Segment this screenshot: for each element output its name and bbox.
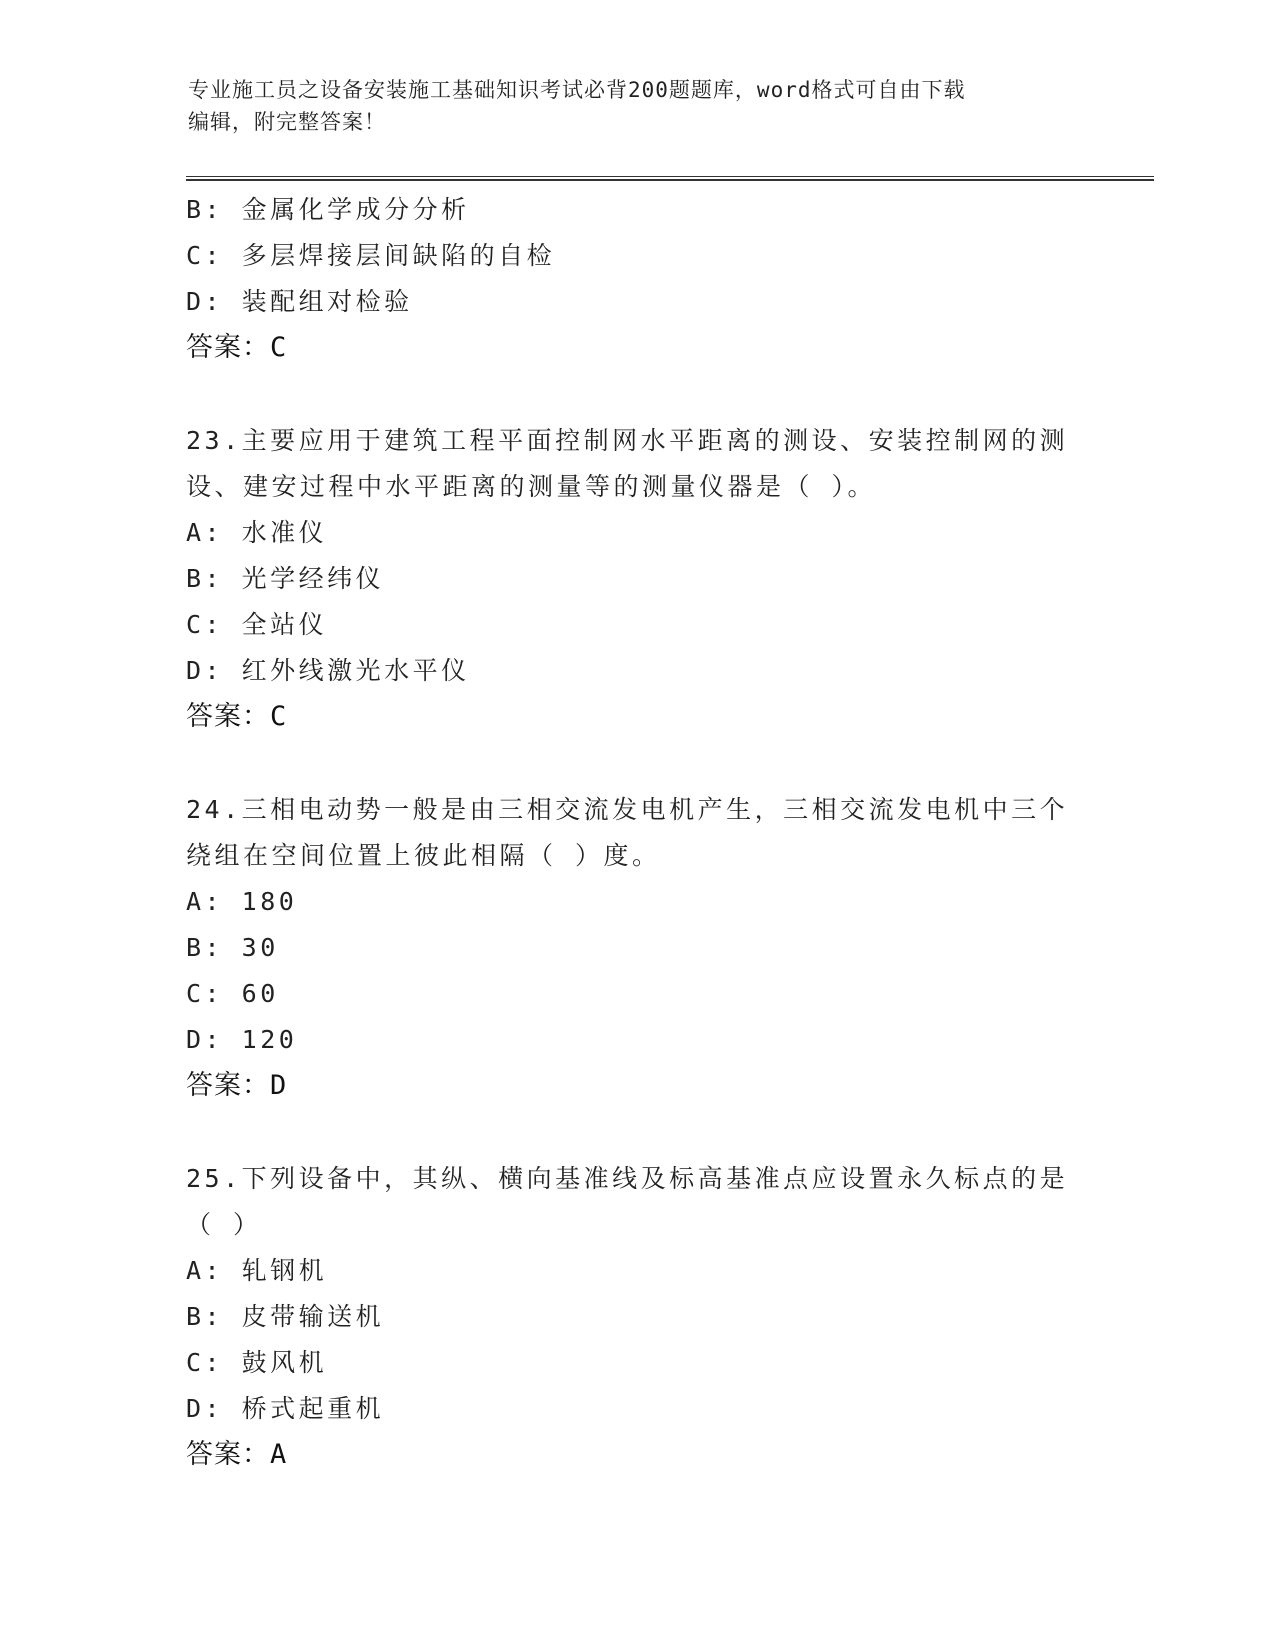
option-c: C: 多层焊接层间缺陷的自检	[186, 241, 556, 270]
answer-label: 答案：A	[186, 1439, 288, 1470]
option-d: D: 装配组对检验	[186, 287, 413, 316]
page-header	[188, 74, 1088, 138]
option-b: B: 30	[186, 933, 279, 962]
question-list	[186, 187, 1086, 1478]
option-d: D: 120	[186, 1025, 298, 1054]
spacer	[186, 1109, 1086, 1156]
question-text: 25.下列设备中，其纵、横向基准线及标高基准点应设置永久标点的是	[186, 1164, 1069, 1193]
question-text: 设、建安过程中水平距离的测量等的测量仪器是（ ）。	[186, 472, 877, 501]
question-text: 绕组在空间位置上彼此相隔（ ）度。	[186, 841, 661, 870]
header-title-line1: 专业施工员之设备安装施工基础知识考试必背200题题库，word格式可自由下载	[188, 78, 966, 102]
header-title-line2: 编辑，附完整答案！	[188, 110, 386, 134]
answer-label: 答案：C	[186, 701, 288, 732]
answer-label: 答案：C	[186, 332, 288, 363]
option-d: D: 红外线激光水平仪	[186, 656, 470, 685]
question-24	[186, 787, 1086, 1109]
question-text: 23.主要应用于建筑工程平面控制网水平距离的测设、安装控制网的测	[186, 426, 1069, 455]
question-25	[186, 1156, 1086, 1478]
question-22-continuation	[186, 187, 1086, 371]
question-23	[186, 418, 1086, 740]
spacer	[186, 740, 1086, 787]
option-a: A: 轧钢机	[186, 1256, 328, 1285]
option-b: B: 光学经纬仪	[186, 564, 385, 593]
option-a: A: 180	[186, 887, 298, 916]
option-c: C: 60	[186, 979, 279, 1008]
option-a: A: 水准仪	[186, 518, 328, 547]
question-text: （ ）	[186, 1210, 262, 1239]
option-b: B: 皮带输送机	[186, 1302, 385, 1331]
option-d: D: 桥式起重机	[186, 1394, 385, 1423]
header-divider	[186, 176, 1154, 181]
option-c: C: 全站仪	[186, 610, 328, 639]
option-b: B: 金属化学成分分析	[186, 195, 470, 224]
question-text: 24.三相电动势一般是由三相交流发电机产生，三相交流发电机中三个	[186, 795, 1069, 824]
answer-label: 答案：D	[186, 1070, 288, 1101]
option-c: C: 鼓风机	[186, 1348, 328, 1377]
spacer	[186, 371, 1086, 418]
